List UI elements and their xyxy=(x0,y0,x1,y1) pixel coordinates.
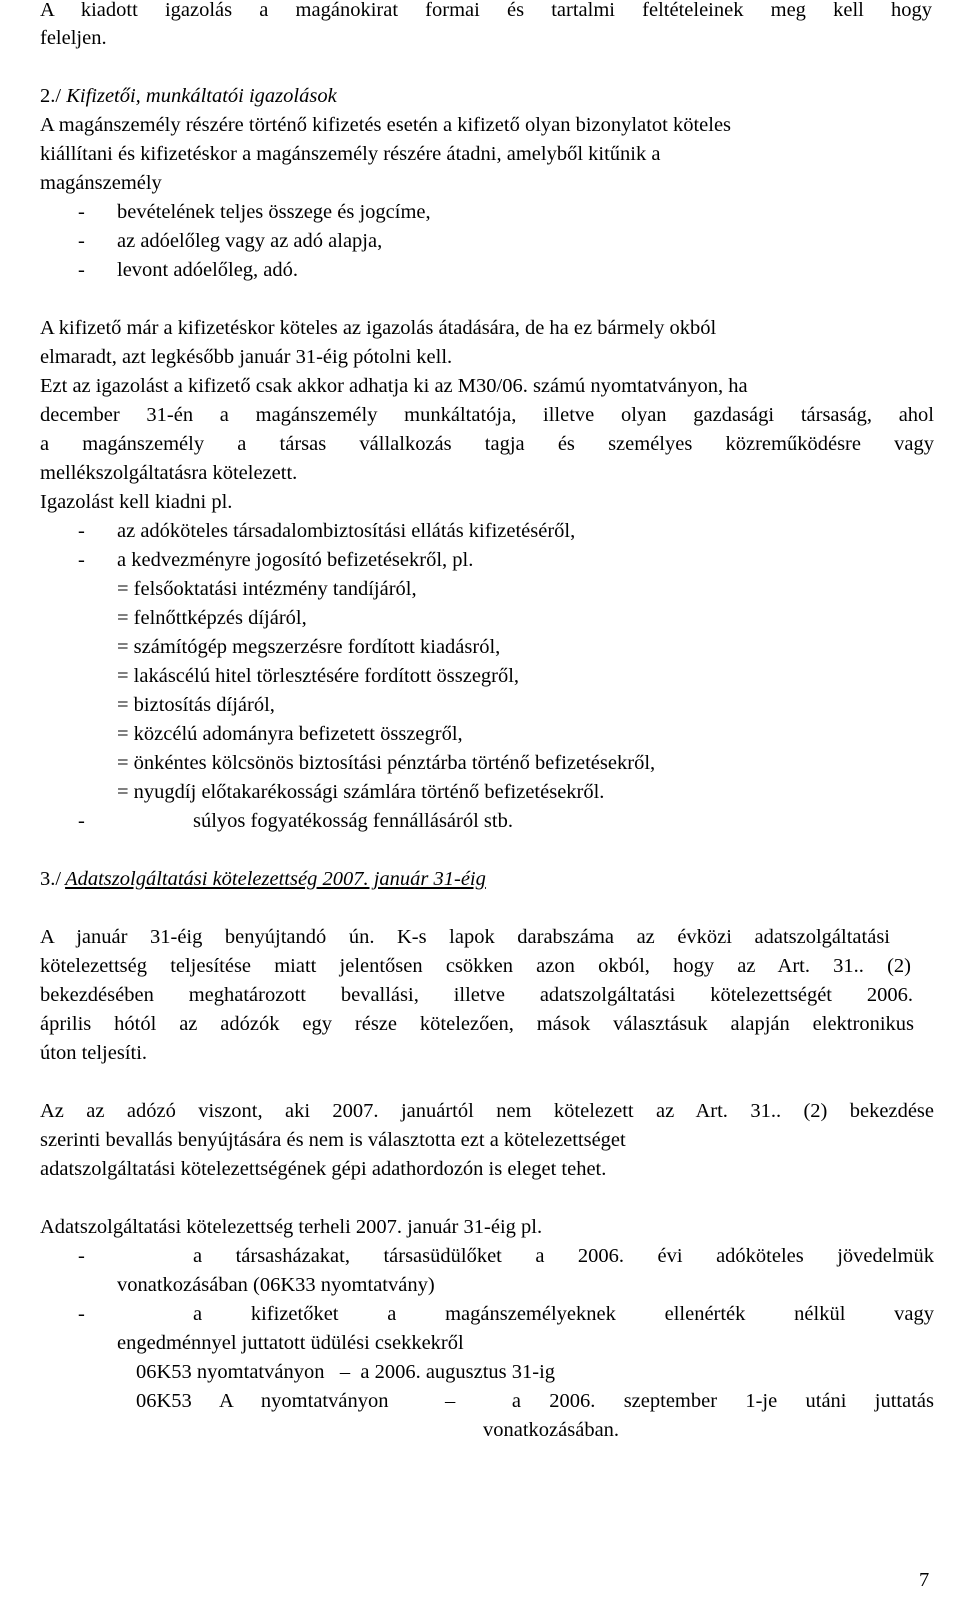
form-line: vonatkozásában. xyxy=(483,1419,620,1441)
paragraph-line: adatszolgáltatási kötelezettségének gépi adathordozón is eleget tehet. xyxy=(40,1158,607,1180)
section-heading xyxy=(40,82,337,111)
paragraph-line: Adatszolgáltatási kötelezettség terheli 2007. január 31-éig pl. xyxy=(40,1216,543,1238)
paragraph-line: a magánszemély a társas vállalkozás tagja és személyes közreműködésre vagy xyxy=(40,433,934,455)
paragraph-line: kiállítani és kifizetéskor a magánszemély részére átadni, amelyből kitűnik a xyxy=(40,143,661,165)
sub-item: = felsőoktatási intézmény tandíjáról, xyxy=(117,578,417,600)
sub-item: = önkéntes kölcsönös biztosítási pénztárba történő befizetésekről, xyxy=(117,752,656,774)
paragraph-line: A kifizető már a kifizetéskor köteles az igazolás átadására, de ha ez bármely okból xyxy=(40,317,717,339)
bullet-item: levont adóelőleg, adó. xyxy=(117,259,299,281)
sub-item: = nyugdíj előtakarékossági számlára történő befizetésekről. xyxy=(117,781,605,803)
section-number: 2./ xyxy=(40,85,62,107)
bullet-item-continuation: engedménnyel juttatott üdülési csekkekről xyxy=(117,1332,464,1354)
section-title: Kifizetői, munkáltatói igazolások xyxy=(61,85,337,107)
bullet-dash: - xyxy=(78,810,85,832)
bullet-item: az adóelőleg vagy az adó alapja, xyxy=(117,230,383,252)
intro-line: A kiadott igazolás a magánokirat formai és tartalmi feltételeinek meg kell hogy xyxy=(40,0,932,21)
paragraph-line: Az az adózó viszont, aki 2007. januártól nem kötelezett az Art. 31.. (2) bekezdése xyxy=(40,1100,934,1122)
paragraph-line: mellékszolgáltatásra kötelezett. xyxy=(40,462,298,484)
paragraph-line: magánszemély xyxy=(40,172,162,194)
bullet-item: a kedvezményre jogosító befizetésekről, pl. xyxy=(117,549,474,571)
paragraph-line: Igazolást kell kiadni pl. xyxy=(40,491,233,513)
paragraph-line: szerinti bevallás benyújtására és nem is választotta ezt a kötelezettséget xyxy=(40,1129,626,1151)
bullet-item: az adóköteles társadalombiztosítási ellátás kifizetéséről, xyxy=(117,520,576,542)
sub-item: = biztosítás díjáról, xyxy=(117,694,275,716)
sub-item: = számítógép megszerzésre fordított kiadásról, xyxy=(117,636,501,658)
paragraph-line: bekezdésében meghatározott bevallási, illetve adatszolgáltatási kötelezettségét 2006. xyxy=(40,984,913,1006)
paragraph-line: kötelezettség teljesítése miatt jelentősen csökken azon okból, hogy az Art. 31.. (2) xyxy=(40,955,911,977)
form-line: 06K53 A nyomtatványon – a 2006. szeptember 1-je utáni juttatás xyxy=(136,1390,934,1412)
bullet-dash: - xyxy=(78,230,85,252)
page-number: 7 xyxy=(919,1569,930,1591)
paragraph-line: december 31-én a magánszemély munkáltatója, illetve olyan gazdasági társaság, ahol xyxy=(40,404,934,426)
bullet-item: súlyos fogyatékosság fennállásáról stb. xyxy=(193,810,513,832)
paragraph-line: A január 31-éig benyújtandó ún. K-s lapok darabszáma az évközi adatszolgáltatási xyxy=(40,926,890,948)
paragraph-line: úton teljesíti. xyxy=(40,1042,148,1064)
bullet-dash: - xyxy=(78,1245,85,1267)
paragraph-line: Ezt az igazolást a kifizető csak akkor adhatja ki az M30/06. számú nyomtatványon, ha xyxy=(40,375,748,397)
form-line: 06K53 nyomtatványon – a 2006. augusztus 31-ig xyxy=(136,1361,556,1383)
sub-item: = felnőttképzés díjáról, xyxy=(117,607,307,629)
bullet-dash: - xyxy=(78,259,85,281)
bullet-item-continuation: vonatkozásában (06K33 nyomtatvány) xyxy=(117,1274,435,1296)
bullet-dash: - xyxy=(78,520,85,542)
section-title: Adatszolgáltatási kötelezettség 2007. január 31-éig xyxy=(65,868,486,890)
bullet-item: bevételének teljes összege és jogcíme, xyxy=(117,201,431,223)
paragraph-line: április hótól az adózók egy része kötelezően, mások választásuk alapján elektronikus xyxy=(40,1013,914,1035)
paragraph-line: A magánszemély részére történő kifizetés esetén a kifizető olyan bizonylatot köteles xyxy=(40,114,732,136)
bullet-dash: - xyxy=(78,201,85,223)
bullet-item: a társasházakat, társasüdülőket a 2006. évi adóköteles jövedelmük xyxy=(193,1245,934,1267)
paragraph-line: elmaradt, azt legkésőbb január 31-éig pótolni kell. xyxy=(40,346,453,368)
section-number: 3./ xyxy=(40,868,62,890)
intro-line: feleljen. xyxy=(40,27,107,49)
bullet-dash: - xyxy=(78,1303,85,1325)
bullet-dash: - xyxy=(78,549,85,571)
bullet-item: a kifizetőket a magánszemélyeknek ellenérték nélkül vagy xyxy=(193,1303,934,1325)
sub-item: = lakáscélú hitel törlesztésére fordított összegről, xyxy=(117,665,520,687)
section-heading xyxy=(40,865,486,894)
sub-item: = közcélú adományra befizetett összegről, xyxy=(117,723,463,745)
